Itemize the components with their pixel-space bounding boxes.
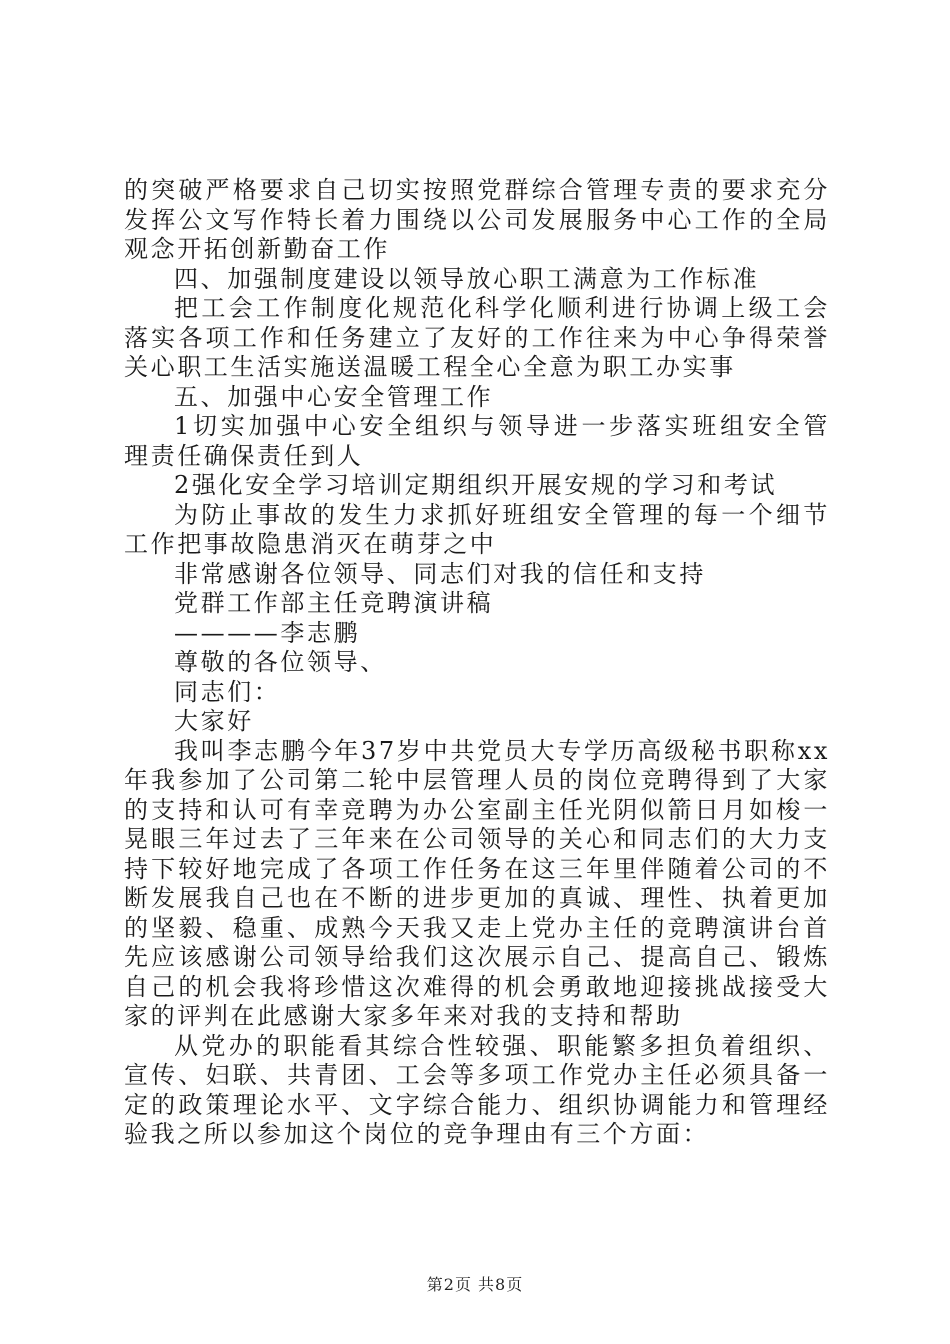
paragraph: 四、加强制度建设以领导放心职工满意为工作标准 [174,264,760,293]
paragraph: 党群工作部主任竞聘演讲稿 [174,589,494,617]
paragraph: 2强化安全学习培训定期组织开展安规的学习和考试 [174,471,778,499]
paragraph: 同志们： [174,677,281,706]
document-body [124,176,830,1150]
paragraph: 的突破严格要求自己切实按照党群综合管理专责的要求充分发挥公文写作特长着力围绕以公司发展服务中心工作的全局观念开拓创新勤奋工作 [124,176,830,263]
paragraph: 尊敬的各位领导、 [174,648,387,676]
paragraph: 大家好 [174,707,254,735]
paragraph: 非常感谢各位领导、同志们对我的信任和支持 [174,559,706,588]
paragraph: 从党办的职能看其综合性较强、职能繁多担负着组织、宣传、妇联、共青团、工会等多项工作党办主任必须具备一定的政策理论水平、文字综合能力、组织协调能力和管理经验我之所以参加这个岗位的竞争理由有三个方面： [124,1031,830,1148]
paragraph: 把工会工作制度化规范化科学化顺利进行协调上级工会落实各项工作和任务建立了友好的工作往来为中心争得荣誉关心职工生活实施送温暖工程全心全意为职工办实事 [124,294,830,381]
paragraph: 五、加强中心安全管理工作 [174,382,494,411]
paragraph: 为防止事故的发生力求抓好班组安全管理的每一个细节工作把事故隐患消灭在萌芽之中 [124,500,830,558]
page-footer: 第2页 共8页 [426,1275,524,1294]
paragraph: 我叫李志鹏今年37岁中共党员大专学历高级秘书职称xx年我参加了公司第二轮中层管理人员的岗位竞聘得到了大家的支持和认可有幸竞聘为办公室副主任光阴似箭日月如梭一晃眼三年过去了三年来在公司领导的关心和同志们的大力支持下较好地完成了各项工作任务在这三年里伴随着公司的不断发展我自己也在不断的进步更加的真诚、理性、执着更加的坚毅、稳重、成熟今天我又走上党办主任的竞聘演讲台首先应该感谢公司领导给我们这次展示自己、提高自己、锻炼自己的机会我将珍惜这次难得的机会勇敢地迎接挑战接受大家的评判在此感谢大家多年来对我的支持和帮助 [124,736,830,1030]
paragraph: ————李志鹏 [174,618,361,647]
paragraph: 1切实加强中心安全组织与领导进一步落实班组安全管理责任确保责任到人 [124,412,830,470]
